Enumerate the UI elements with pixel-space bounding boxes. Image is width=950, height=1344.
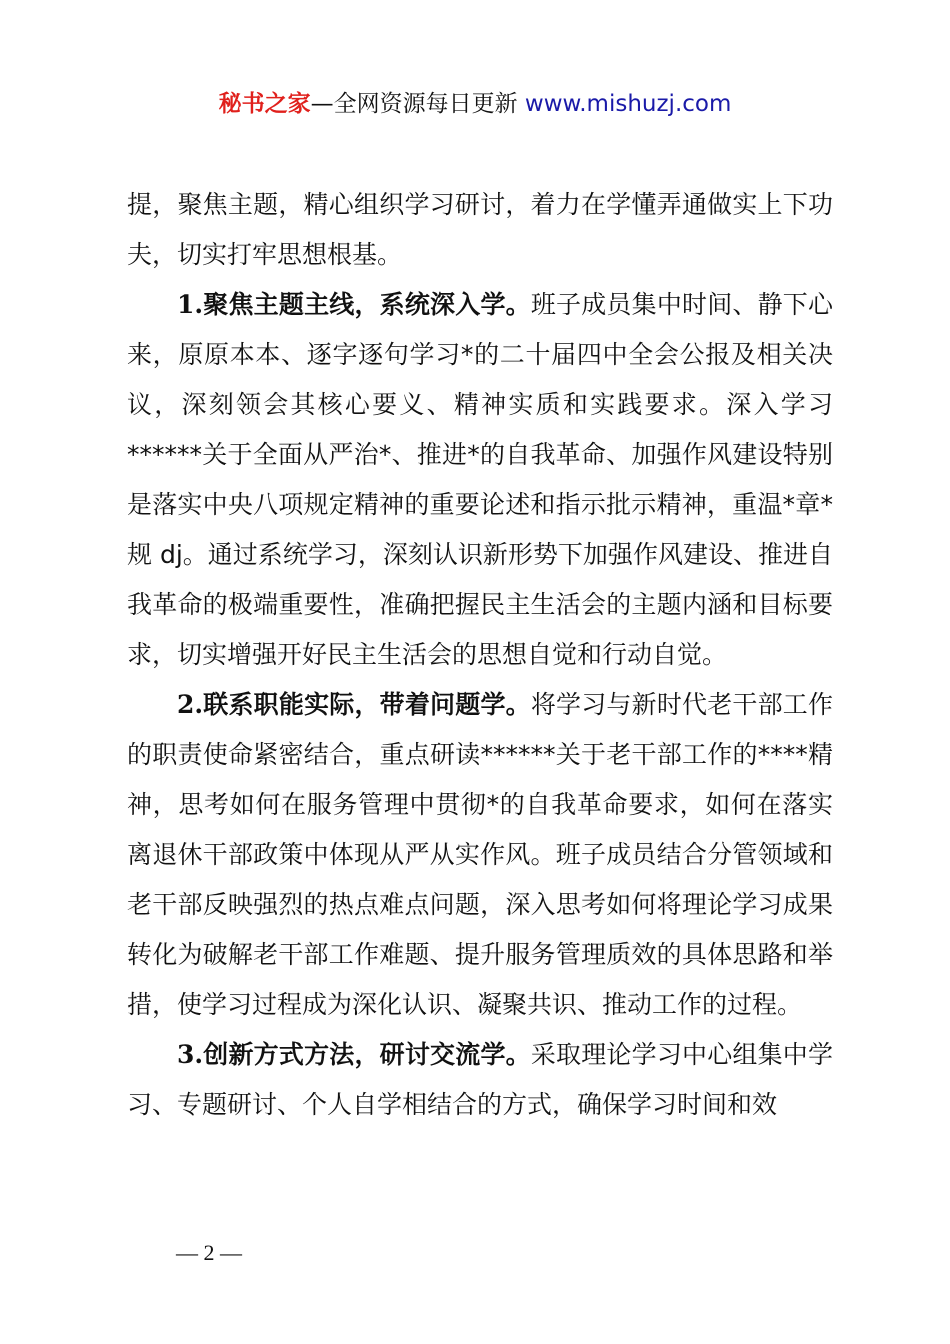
paragraph-continuation (127, 180, 833, 280)
paragraph-text: 采取理论学习中心组集中学习、专题研讨、个人自学相结合的方式，确保学习时间和效 (127, 1040, 833, 1119)
header-slogan: —全网资源每日更新 (310, 91, 525, 117)
section-heading: 2.联系职能实际，带着问题学。 (177, 690, 531, 719)
brand-name: 秘书之家 (218, 91, 311, 117)
paragraph-section-2 (127, 680, 833, 1030)
paragraph-text: 提，聚焦主题，精心组织学习研讨，着力在学懂弄通做实上下功夫，切实打牢思想根基。 (127, 190, 833, 269)
section-heading: 1.聚焦主题主线，系统深入学。 (177, 290, 531, 319)
site-url-link[interactable]: www.mishuzj.com (524, 91, 732, 117)
document-body (127, 180, 833, 1130)
paragraph-section-3 (127, 1030, 833, 1130)
paragraph-section-1 (127, 280, 833, 680)
page-number: — 2 — (176, 1240, 242, 1265)
site-header (0, 86, 950, 122)
paragraph-text: 将学习与新时代老干部工作的职责使命紧密结合，重点研读******关于老干部工作的****精神，思考如何在服务管理中贯彻*的自我革命要求，如何在落实离退休干部政策中体现从严从实作风。班子成员结合分管领域和老干部反映强烈的热点难点问题，深入思考如何将理论学习成果转化为破解老干部工作难题、提升服务管理质效的具体思路和举措，使学习过程成为深化认识、凝聚共识、推动工作的过程。 (127, 690, 833, 1019)
section-heading: 3.创新方式方法，研讨交流学。 (177, 1040, 531, 1069)
paragraph-text: 班子成员集中时间、静下心来，原原本本、逐字逐句学习*的二十届四中全会公报及相关决议，深刻领会其核心要义、精神实质和实践要求。深入学习******关于全面从严治*、推进*的自我革命、加强作风建设特别是落实中央八项规定精神的重要论述和指示批示精神，重温*章*规 dj。通过系统学习，深刻认识新形势下加强作风建设、推进自我革命的极端重要性，准确把握民主生活会的主题内涵和目标要求，切实增强开好民主生活会的思想自觉和行动自觉。 (127, 290, 833, 669)
